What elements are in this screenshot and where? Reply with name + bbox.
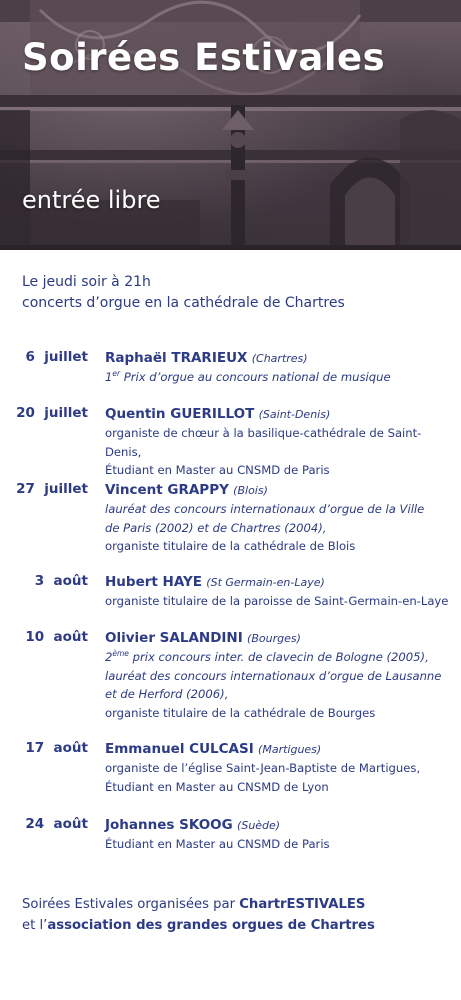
ordinal-suffix: ème xyxy=(112,649,129,659)
performer-info-line: Étudiant en Master au CNSMD de Paris xyxy=(105,463,330,477)
performer-city: (Suède) xyxy=(237,819,281,832)
footer-line-1 xyxy=(22,894,375,915)
performer-city: (Bourges) xyxy=(247,632,301,645)
performer-info-line: lauréat des concours internationaux d’orgue de Lausanne xyxy=(105,668,442,683)
concert-details xyxy=(105,740,450,796)
performer-info-line: organiste titulaire de la cathédrale de Bourges xyxy=(105,705,376,720)
concert-details xyxy=(105,481,450,556)
performer-city: (St Germain-en-Laye) xyxy=(206,576,325,589)
page-subtitle: entrée libre xyxy=(22,186,161,214)
performer-line xyxy=(105,816,450,835)
performer-line xyxy=(105,481,450,500)
concert-details xyxy=(105,816,450,854)
footer-line-2-text: et l’ xyxy=(22,918,48,933)
footer-line-2 xyxy=(22,915,375,936)
concert-date: 6 juillet xyxy=(25,349,88,365)
concert-date: 27 juillet xyxy=(16,481,88,497)
performer-name: Quentin GUERILLOT xyxy=(105,406,255,422)
performer-name: Olivier SALANDINI xyxy=(105,630,243,646)
concert-details xyxy=(105,573,450,611)
performer-info-line: organiste titulaire de la cathédrale de Blois xyxy=(105,539,356,553)
performer-line xyxy=(105,740,450,759)
ordinal-number: 2 xyxy=(105,650,113,664)
concert-date: 17 août xyxy=(25,740,88,756)
performer-line xyxy=(105,349,450,368)
performer-name: Hubert HAYE xyxy=(105,574,202,590)
performer-name: Emmanuel CULCASI xyxy=(105,741,254,757)
performer-info-line xyxy=(105,648,450,667)
ordinal-number: 1 xyxy=(105,370,113,384)
intro-text xyxy=(22,272,345,314)
performer-info-line xyxy=(105,368,450,387)
concert-date: 20 juillet xyxy=(16,405,88,421)
hero-photo xyxy=(0,0,461,250)
concert-details xyxy=(105,349,450,387)
performer-name: Raphaël TRARIEUX xyxy=(105,350,248,366)
info-text: Prix d’orgue au concours national de musique xyxy=(120,370,391,384)
performer-city: (Saint-Denis) xyxy=(258,408,331,421)
concert-date: 3 août xyxy=(34,573,88,589)
association-name: association des grandes orgues de Chartres xyxy=(47,918,375,933)
performer-line xyxy=(105,573,450,592)
performer-info-line: organiste titulaire de la paroisse de Saint-Germain-en-Laye xyxy=(105,594,449,608)
footer-line-1-text: Soirées Estivales organisées par xyxy=(22,897,240,912)
intro-line-2: concerts d’orgue en la cathédrale de Chartres xyxy=(22,295,345,311)
performer-city: (Martigues) xyxy=(258,743,322,756)
page-title: Soirées Estivales xyxy=(22,36,386,79)
info-text: prix concours inter. de clavecin de Bologne (2005), xyxy=(128,650,429,664)
concert-date: 24 août xyxy=(25,816,88,832)
concert-date: 10 août xyxy=(25,629,88,645)
footer-credits xyxy=(22,894,375,936)
organizer-name: ChartrESTIVALES xyxy=(239,897,366,912)
performer-info-line: de Paris (2002) et de Chartres (2004), xyxy=(105,520,327,535)
intro-line-1: Le jeudi soir à 21h xyxy=(22,274,151,290)
performer-name: Vincent GRAPPY xyxy=(105,482,229,498)
performer-info-line: lauréat des concours internationaux d’orgue de la Ville xyxy=(105,502,425,516)
performer-line xyxy=(105,629,450,648)
performer-line xyxy=(105,405,450,424)
performer-info-line: organiste de chœur à la basilique-cathédrale de Saint-Denis, xyxy=(105,426,422,459)
performer-city: (Blois) xyxy=(233,484,268,497)
performer-info-line: Étudiant en Master au CNSMD de Lyon xyxy=(105,779,329,794)
performer-city: (Chartres) xyxy=(251,352,308,365)
concert-details xyxy=(105,629,450,722)
performer-name: Johannes SKOOG xyxy=(105,817,233,833)
performer-info-line: organiste de l’église Saint-Jean-Baptiste de Martigues, xyxy=(105,761,421,775)
performer-info-line: Étudiant en Master au CNSMD de Paris xyxy=(105,837,330,851)
ordinal-suffix: er xyxy=(112,369,121,379)
performer-info-line: et de Herford (2006), xyxy=(105,687,229,701)
concert-details xyxy=(105,405,450,480)
